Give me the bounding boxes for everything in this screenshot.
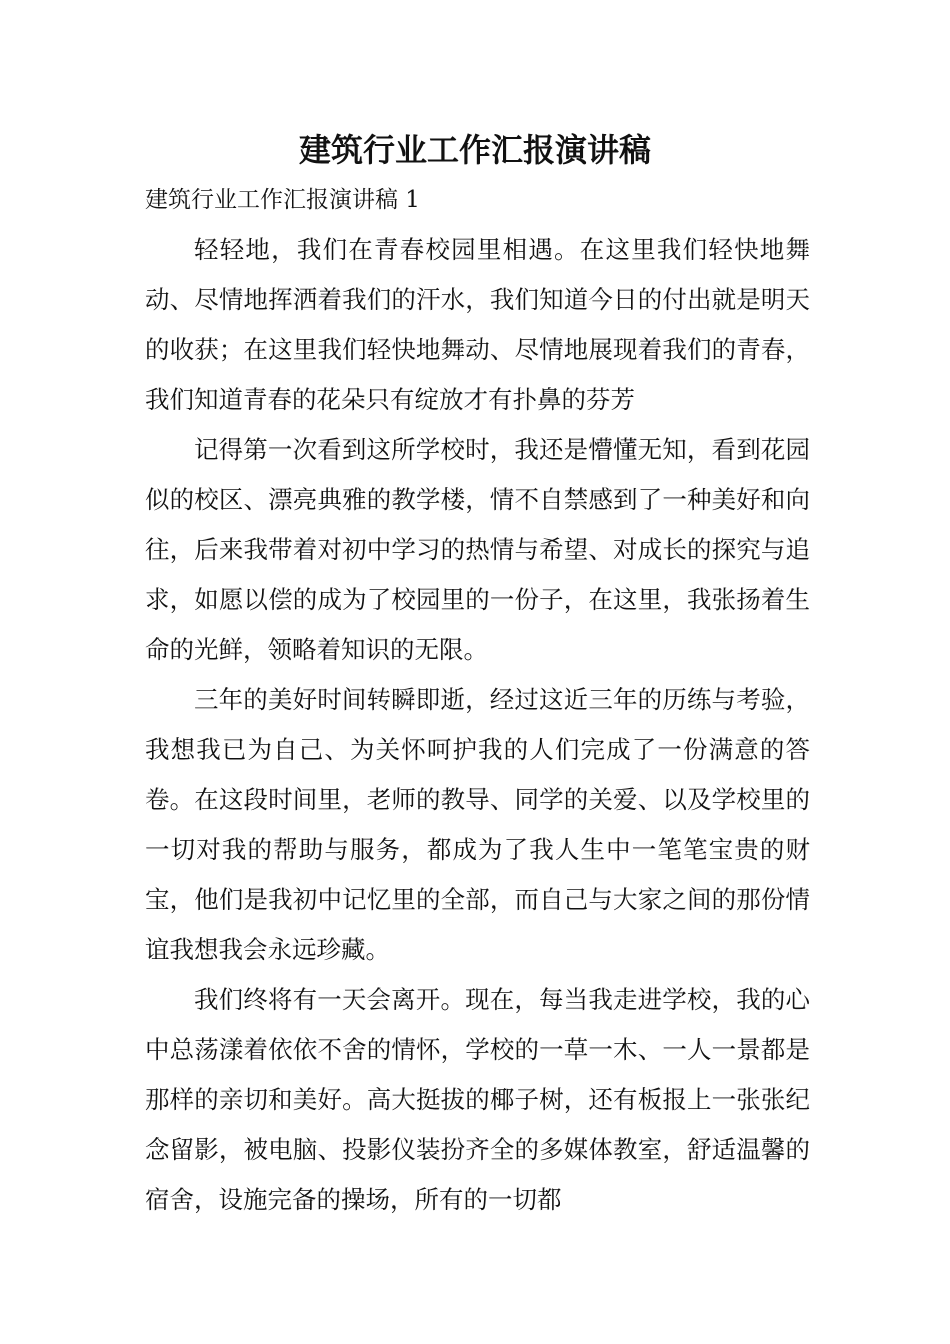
section-heading: 建筑行业工作汇报演讲稿 1 <box>145 187 420 213</box>
paragraph-2: 记得第一次看到这所学校时，我还是懵懂无知，看到花园似的校区、漂亮典雅的教学楼，情不自禁感到了一种美好和向往，后来我带着对初中学习的热情与希望、对成长的探究与追求，如愿以偿的成为了校园里的一份子，在这里，我张扬着生命的光鲜，领略着知识的无限。 <box>145 435 810 664</box>
document-title: 建筑行业工作汇报演讲稿 <box>298 131 651 169</box>
document-body <box>145 225 810 1225</box>
paragraph-3: 三年的美好时间转瞬即逝，经过这近三年的历练与考验，我想我已为自己、为关怀呵护我的人们完成了一份满意的答卷。在这段时间里，老师的教导、同学的关爱、以及学校里的一切对我的帮助与服务，都成为了我人生中一笔笔宝贵的财宝，他们是我初中记忆里的全部，而自己与大家之间的那份情谊我想我会永远珍藏。 <box>145 685 810 964</box>
paragraph-1: 轻轻地，我们在青春校园里相遇。在这里我们轻快地舞动、尽情地挥洒着我们的汗水，我们知道今日的付出就是明天的收获；在这里我们轻快地舞动、尽情地展现着我们的青春，我们知道青春的花朵只有绽放才有扑鼻的芬芳 <box>145 235 810 414</box>
paragraph-4: 我们终将有一天会离开。现在，每当我走进学校，我的心中总荡漾着依依不舍的情怀，学校的一草一木、一人一景都是那样的亲切和美好。高大挺拔的椰子树，还有板报上一张张纪念留影，被电脑、投影仪装扮齐全的多媒体教室，舒适温馨的宿舍，设施完备的操场，所有的一切都 <box>145 985 810 1214</box>
